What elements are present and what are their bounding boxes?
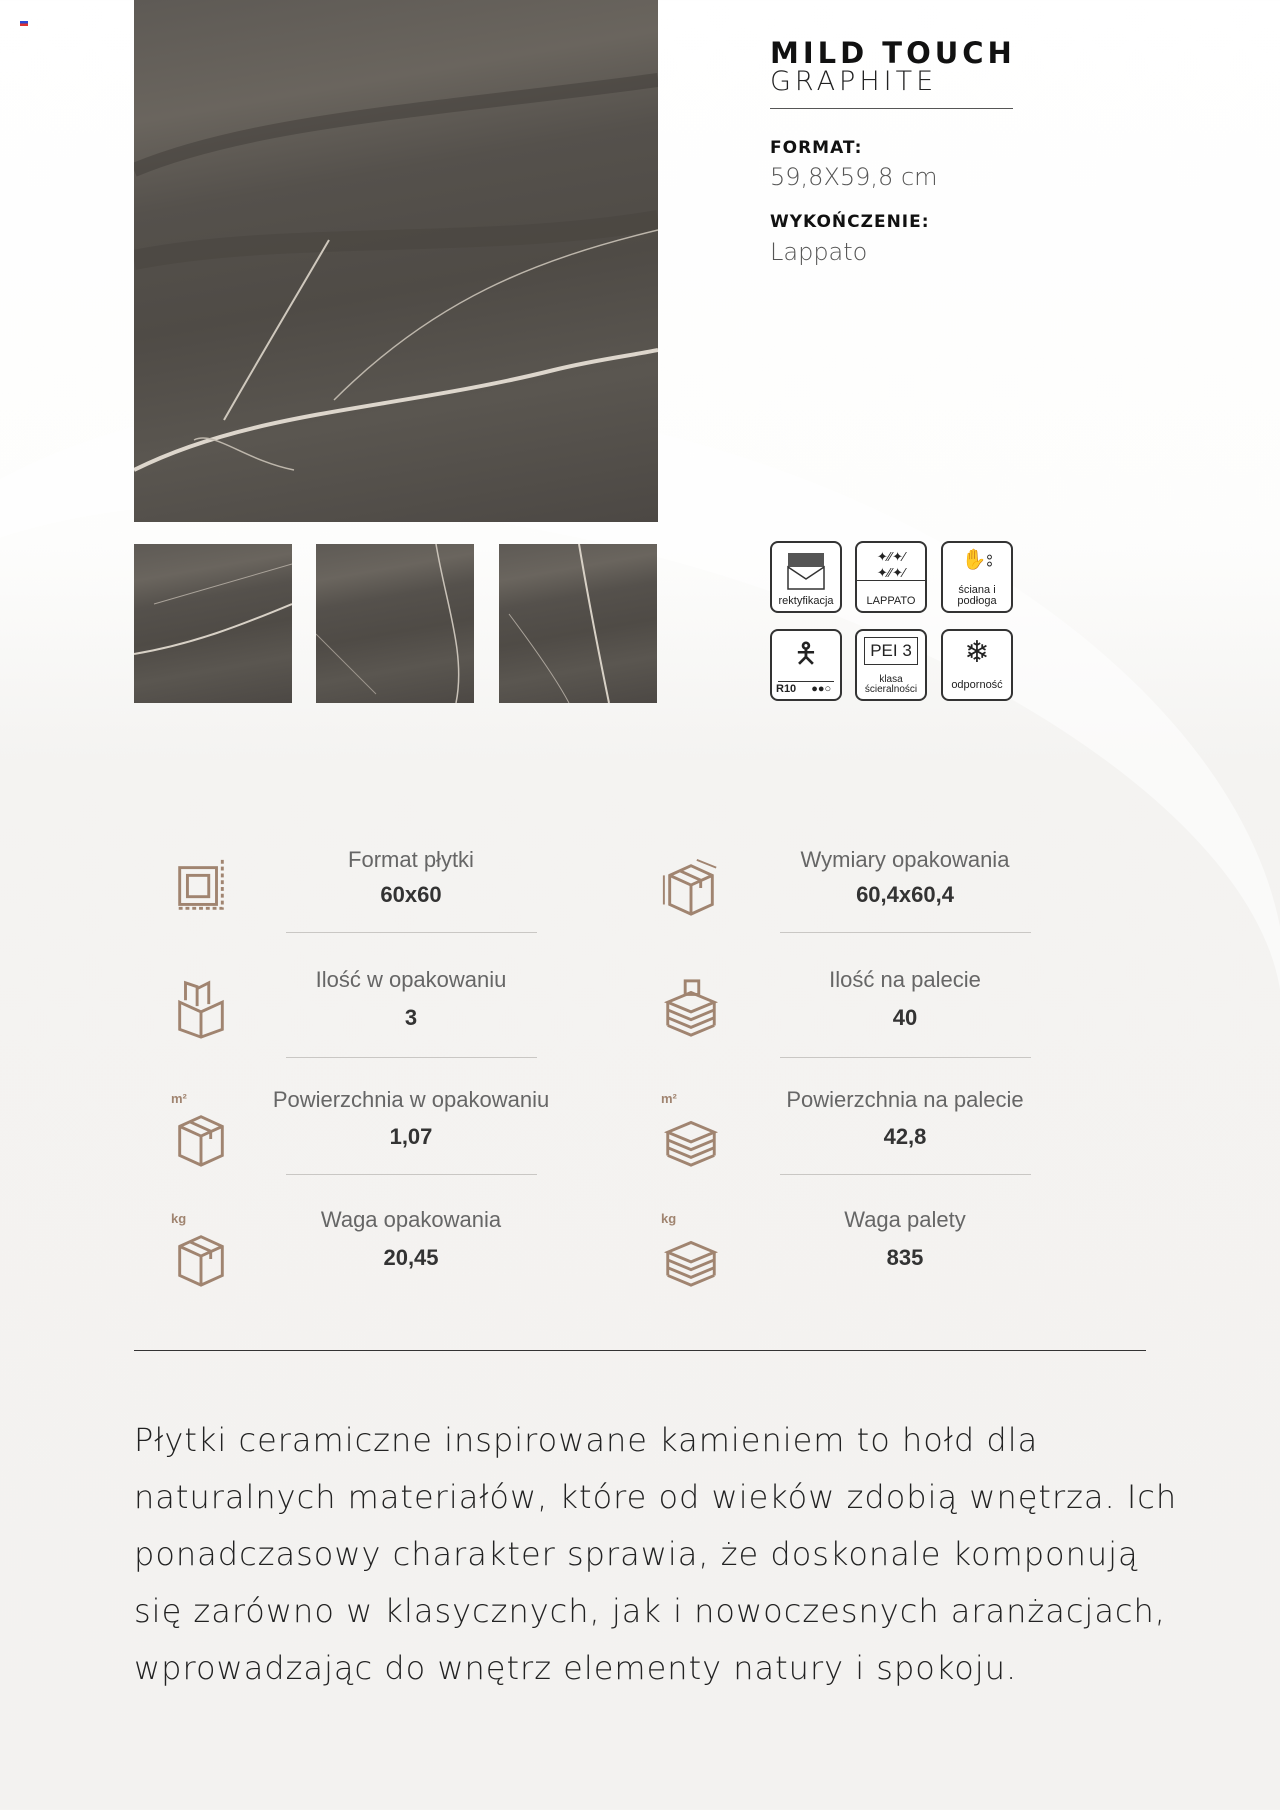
flag-icon xyxy=(20,21,28,26)
box-area-icon xyxy=(171,1107,231,1169)
finish-value: Lappato xyxy=(770,238,868,266)
badge-wall-floor: ✋⦂ ściana i podłoga xyxy=(941,541,1013,613)
box-dimensions-icon xyxy=(661,856,721,918)
finish-label: WYKOŃCZENIE: xyxy=(770,212,930,232)
pallet-area-icon xyxy=(661,1107,721,1169)
spec-label: Powierzchnia na palecie xyxy=(786,1087,1024,1112)
spec-divider xyxy=(780,932,1031,933)
spec-value: 60x60 xyxy=(380,882,442,907)
spec-value: 835 xyxy=(886,1245,924,1270)
box-weight-icon xyxy=(171,1227,231,1289)
product-color: GRAPHITE xyxy=(770,66,938,97)
spec-label: Ilość na palecie xyxy=(829,967,981,992)
description-text: Płytki ceramiczne inspirowane kamieniem to hołd dla naturalnych materiałów, które od wieków zdobią wnętrza. Ich ponadczasowy charakter sprawia, że doskonale komponują się zarówno w klasycznych, jak i nowoczesnych aranżacjach, wprowadzając do wnętrz elementy natury i spokoju. xyxy=(134,1421,1178,1687)
spec-value: 60,4x60,4 xyxy=(856,882,954,907)
spec-divider xyxy=(286,932,537,933)
pei-icon: PEI 3 xyxy=(864,637,918,665)
rectified-icon xyxy=(776,549,836,597)
title-divider xyxy=(770,108,1013,109)
spec-label: Powierzchnia w opakowaniu xyxy=(272,1087,550,1112)
badge-pei: PEI 3 klasa ścieralności xyxy=(855,629,927,701)
spec-divider xyxy=(286,1057,537,1058)
unit-label: m² xyxy=(171,1090,187,1106)
thumbnail-3[interactable] xyxy=(499,544,657,703)
section-divider xyxy=(134,1350,1146,1351)
spec-value: 42,8 xyxy=(883,1124,927,1149)
badge-frost: ❄ odporność xyxy=(941,629,1013,701)
spec-label: Format płytki xyxy=(348,847,474,872)
pallet-icon xyxy=(661,977,721,1039)
lappato-icon: ✦⁄⁄✦⁄ ✦⁄⁄✦⁄ xyxy=(857,549,925,581)
pallet-weight-icon xyxy=(661,1227,721,1289)
format-value: 59,8X59,8 cm xyxy=(770,163,938,191)
format-label: FORMAT: xyxy=(770,138,863,158)
spec-value: 1,07 xyxy=(389,1124,433,1149)
spec-label: Ilość w opakowaniu xyxy=(315,967,507,992)
badge-slip-resistance: 🯅 R10 ●●○ xyxy=(770,629,842,701)
tile-format-icon xyxy=(171,856,231,918)
wall-floor-icon: ✋⦂ xyxy=(961,549,993,571)
product-name: MILD TOUCH xyxy=(770,36,1016,70)
spec-label: Waga palety xyxy=(844,1207,966,1232)
spec-divider xyxy=(286,1174,537,1175)
spec-label: Waga opakowania xyxy=(320,1207,502,1232)
spec-value: 20,45 xyxy=(383,1245,439,1270)
main-tile-image[interactable] xyxy=(134,0,658,522)
spec-value: 3 xyxy=(404,1005,418,1030)
thumbnail-2[interactable] xyxy=(316,544,474,703)
unit-label: kg xyxy=(171,1211,187,1226)
badge-rectified: rektyfikacja xyxy=(770,541,842,613)
slip-icon: 🯅 xyxy=(778,633,834,682)
unit-label: kg xyxy=(661,1211,677,1226)
thumbnail-1[interactable] xyxy=(134,544,292,703)
spec-value: 40 xyxy=(892,1005,918,1030)
box-tiles-icon xyxy=(171,977,231,1039)
unit-label: m² xyxy=(661,1090,677,1106)
snowflake-icon: ❄ xyxy=(964,636,990,669)
spec-label: Wymiary opakowania xyxy=(800,847,1010,872)
badge-lappato: ✦⁄⁄✦⁄ ✦⁄⁄✦⁄ LAPPATO xyxy=(855,541,927,613)
spec-divider xyxy=(780,1174,1031,1175)
spec-divider xyxy=(780,1057,1031,1058)
